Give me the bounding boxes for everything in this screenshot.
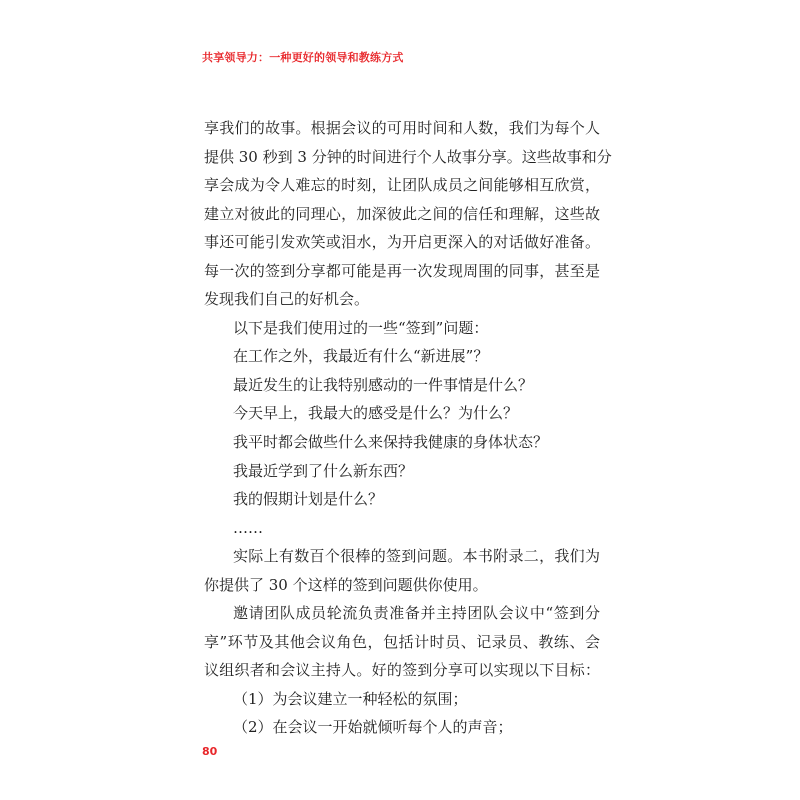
text-line: 实际上有数百个很棒的签到问题。本书附录二，我们为 [233,547,600,566]
text-line: 享”环节及其他会议角色，包括计时员、记录员、教练、会 [204,632,600,651]
question-item: 最近发生的让我特别感动的一件事情是什么？ [233,375,534,394]
page-number: 80 [202,745,218,758]
question-item: 今天早上，我最大的感受是什么？为什么？ [233,404,519,423]
text-line: 议组织者和会议主持人。好的签到分享可以实现以下目标： [204,661,600,680]
question-item: 在工作之外，我最近有什么“新进展”？ [233,347,489,366]
text-line: 享会成为令人难忘的时刻，让团队成员之间能够相互欣赏， [204,176,600,195]
text-line: 事还可能引发欢笑或泪水，为开启更深入的对话做好准备。 [204,233,600,252]
question-item: 我最近学到了什么新东西？ [233,461,414,480]
question-item: 我平时都会做些什么来保持我健康的身体状态？ [233,433,549,452]
ellipsis: …… [233,518,263,537]
text-line: 建立对彼此的同理心，加深彼此之间的信任和理解，这些故 [204,204,600,223]
text-line: 每一次的签到分享都可能是再一次发现周围的同事，甚至是 [204,261,600,280]
question-item: 我的假期计划是什么？ [233,490,384,509]
text-line: 邀请团队成员轮流负责准备并主持团队会议中“签到分 [233,604,600,623]
text-line: 以下是我们使用过的一些“签到”问题： [233,318,489,337]
goal-item: （1）为会议建立一种轻松的氛围； [233,689,468,708]
running-header: 共享领导力：一种更好的领导和教练方式 [202,51,404,64]
goal-item: （2）在会议一开始就倾听每个人的声音； [233,718,513,737]
text-line: 你提供了 30 个这样的签到问题供你使用。 [204,575,488,594]
text-line: 享我们的故事。根据会议的可用时间和人数，我们为每个人 [204,119,600,137]
body-text [204,114,612,742]
text-line: 发现我们自己的好机会。 [204,290,370,309]
text-line: 提供 30 秒到 3 分钟的时间进行个人故事分享。这些故事和分 [204,147,612,166]
